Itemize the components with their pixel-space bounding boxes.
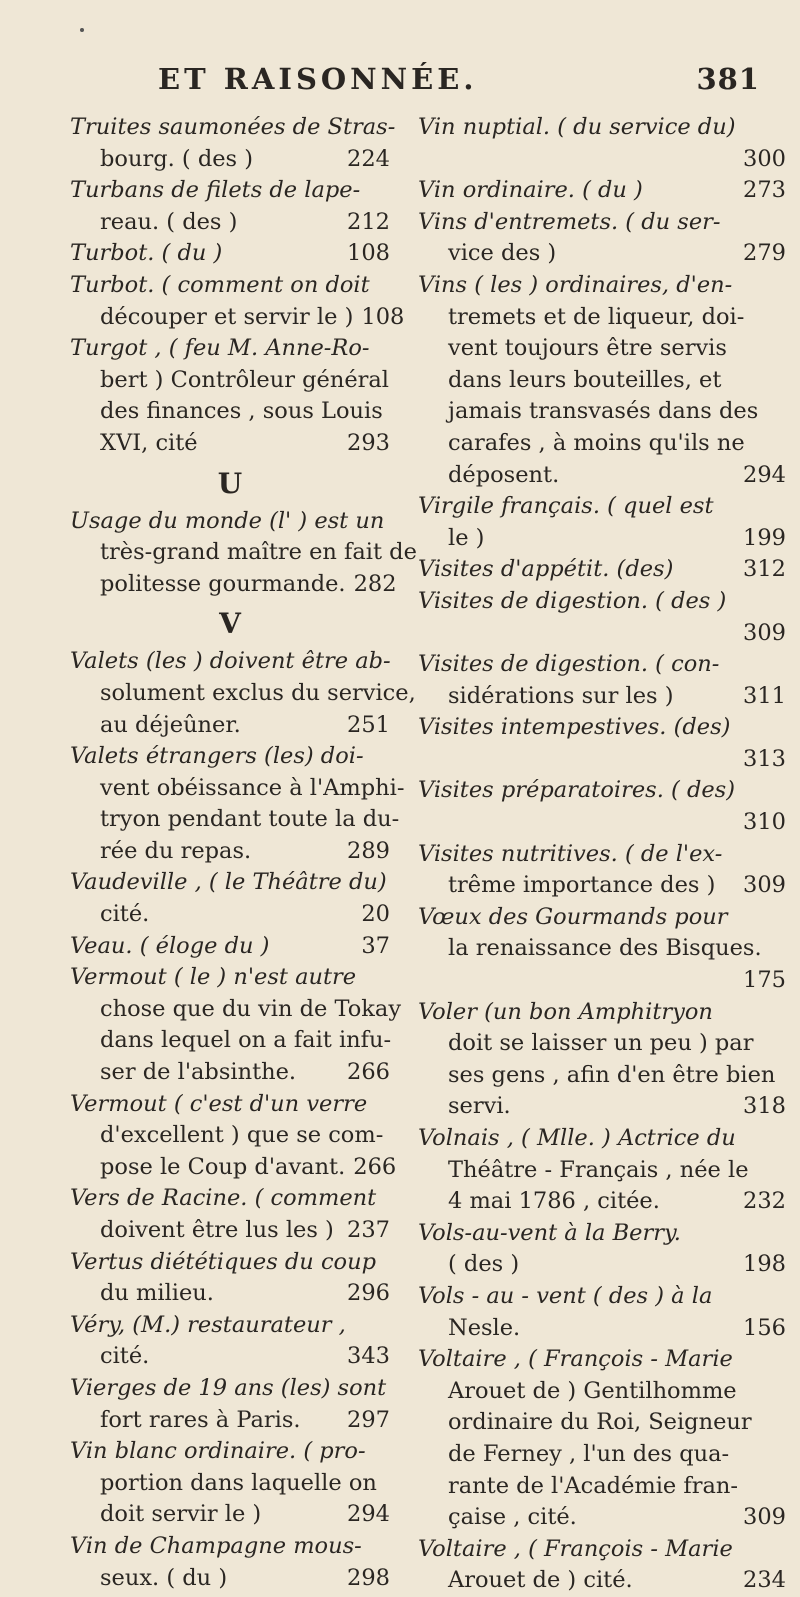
entry-text: servi. bbox=[448, 1093, 511, 1120]
page-reference: 108 bbox=[361, 303, 405, 330]
entry-heading: Turbans de filets de lape- bbox=[70, 177, 361, 204]
entry-line bbox=[418, 839, 786, 871]
entry-text: d'excellent ) que se com- bbox=[100, 1122, 384, 1149]
entry-heading: Vin de Champagne mous- bbox=[70, 1532, 362, 1559]
entry-line bbox=[418, 1344, 786, 1376]
page-reference: 232 bbox=[743, 1188, 786, 1215]
page-reference: 37 bbox=[361, 932, 390, 959]
entry-line bbox=[70, 1215, 390, 1247]
index-entry bbox=[418, 712, 786, 775]
index-entry bbox=[418, 902, 786, 997]
entry-line bbox=[418, 807, 786, 839]
entry-line bbox=[70, 1531, 390, 1563]
page-reference: 108 bbox=[347, 240, 390, 267]
entry-line bbox=[418, 554, 786, 586]
entry-line bbox=[418, 870, 786, 902]
entry-heading: Virgile français. ( quel est bbox=[418, 493, 714, 520]
index-column-left bbox=[70, 112, 417, 1594]
entry-line bbox=[418, 1091, 786, 1123]
index-entry bbox=[70, 270, 405, 333]
section-letter: V bbox=[219, 607, 241, 641]
entry-text: çaise , cité. bbox=[448, 1504, 577, 1531]
entry-line bbox=[70, 741, 390, 773]
entry-line bbox=[70, 238, 390, 270]
entry-text: portion dans laquelle on bbox=[100, 1469, 377, 1496]
entry-heading: Turgot , ( feu M. Anne-Ro- bbox=[70, 335, 370, 362]
entry-line bbox=[418, 902, 786, 934]
entry-text: cité. bbox=[100, 1343, 150, 1370]
entry-line bbox=[418, 428, 786, 460]
entry-line bbox=[70, 1468, 390, 1500]
entry-line bbox=[70, 569, 397, 601]
index-column-right bbox=[418, 112, 786, 1597]
entry-text: chose que du vin de Tokay bbox=[100, 995, 402, 1022]
page-reference: 294 bbox=[347, 1501, 390, 1528]
entry-text: très-grand maître en fait de bbox=[100, 539, 417, 566]
entry-text: bert ) Contrôleur général bbox=[100, 366, 389, 393]
entry-line bbox=[70, 962, 390, 994]
entry-line bbox=[70, 1247, 390, 1279]
entry-heading: Visites nutritives. ( de l'ex- bbox=[418, 840, 723, 867]
entry-line bbox=[70, 1341, 390, 1373]
entry-line bbox=[70, 1183, 390, 1215]
entry-heading: Vœux des Gourmands pour bbox=[418, 903, 728, 930]
entry-text: le ) bbox=[448, 524, 485, 551]
entry-text: politesse gourmande. bbox=[100, 570, 346, 597]
page-reference: 273 bbox=[743, 177, 786, 204]
entry-line bbox=[70, 836, 390, 868]
entry-line bbox=[418, 775, 786, 807]
entry-text: doit se laisser un peu ) par bbox=[448, 1030, 754, 1057]
entry-text: ser de l'absinthe. bbox=[100, 1059, 297, 1086]
index-entry bbox=[70, 741, 405, 867]
entry-line bbox=[70, 1057, 390, 1089]
page-reference: 266 bbox=[353, 1153, 397, 1180]
page-reference: 279 bbox=[743, 240, 786, 267]
index-entry bbox=[418, 175, 786, 207]
entry-line bbox=[70, 365, 390, 397]
entry-line bbox=[418, 175, 786, 207]
index-entry bbox=[418, 1123, 786, 1218]
entry-line bbox=[418, 712, 786, 744]
entry-text: bourg. ( des ) bbox=[100, 145, 254, 172]
entry-heading: Véry, (M.) restaurateur , bbox=[70, 1311, 346, 1338]
index-entry bbox=[418, 997, 786, 1123]
entry-line bbox=[418, 681, 786, 713]
entry-line bbox=[418, 1218, 786, 1250]
entry-text: sidérations sur les ) bbox=[448, 682, 674, 709]
entry-line bbox=[70, 1310, 390, 1342]
page-reference: 175 bbox=[743, 967, 786, 994]
entry-text: vent obéissance à l'Amphi- bbox=[100, 774, 405, 801]
entry-line bbox=[70, 396, 390, 428]
entry-text: solument exclus du service, bbox=[100, 679, 416, 706]
entry-line bbox=[418, 933, 786, 965]
entry-line bbox=[70, 899, 390, 931]
entry-heading: Veau. ( éloge du ) bbox=[70, 932, 270, 959]
entry-text: ordinaire du Roi, Seigneur bbox=[448, 1409, 752, 1436]
entry-text: seux. ( du ) bbox=[100, 1564, 228, 1591]
entry-line bbox=[418, 144, 786, 176]
index-entry bbox=[418, 1534, 786, 1597]
page-reference: 343 bbox=[347, 1343, 390, 1370]
entry-line bbox=[70, 1025, 390, 1057]
entry-line bbox=[70, 1563, 390, 1595]
entry-heading: Volnais , ( Mlle. ) Actrice du bbox=[418, 1125, 736, 1151]
entry-text: de Ferney , l'un des qua- bbox=[448, 1440, 730, 1467]
entry-heading: Vols-au-vent à la Berry. bbox=[418, 1219, 681, 1246]
entry-heading: Usage du monde (l' ) est un bbox=[70, 507, 385, 534]
entry-line bbox=[418, 1313, 786, 1345]
entry-text: dans lequel on a fait infu- bbox=[100, 1027, 392, 1054]
page-reference: 199 bbox=[743, 524, 786, 551]
page-reference: 198 bbox=[743, 1251, 786, 1278]
entry-line bbox=[418, 618, 786, 650]
index-entry bbox=[418, 586, 786, 649]
entry-line bbox=[418, 997, 786, 1029]
entry-heading: Visites d'appétit. (des) bbox=[418, 556, 674, 583]
entry-line bbox=[418, 1407, 786, 1439]
entry-text: ses gens , afin d'en être bien bbox=[448, 1061, 776, 1088]
entry-line bbox=[418, 1281, 786, 1313]
entry-line bbox=[70, 646, 390, 678]
entry-heading: Valets étrangers (les) doi- bbox=[70, 743, 364, 770]
entry-heading: Visites préparatoires. ( des) bbox=[418, 777, 735, 804]
page-reference: 289 bbox=[347, 837, 390, 864]
page-reference: 310 bbox=[743, 809, 786, 836]
entry-line bbox=[418, 1060, 786, 1092]
entry-heading: Vins d'entremets. ( du ser- bbox=[418, 208, 721, 235]
entry-text: rante de l'Académie fran- bbox=[448, 1472, 738, 1499]
entry-line bbox=[418, 396, 786, 428]
entry-heading: Valets (les ) doivent être ab- bbox=[70, 648, 391, 675]
entry-line bbox=[70, 144, 390, 176]
index-entry bbox=[70, 506, 417, 601]
entry-line bbox=[70, 175, 390, 207]
entry-line bbox=[418, 1155, 786, 1187]
entry-line bbox=[418, 270, 786, 302]
entry-heading: Vierges de 19 ans (les) sont bbox=[70, 1374, 387, 1401]
page-reference: 311 bbox=[743, 682, 786, 709]
entry-line bbox=[70, 1152, 397, 1184]
page-reference: 298 bbox=[347, 1564, 390, 1591]
index-entry bbox=[418, 775, 786, 838]
entry-text: XVI, cité bbox=[100, 429, 198, 456]
entry-text: doit servir le ) bbox=[100, 1501, 262, 1528]
entry-line bbox=[418, 1028, 786, 1060]
entry-line bbox=[70, 207, 390, 239]
entry-text: fort rares à Paris. bbox=[100, 1406, 301, 1433]
entry-line bbox=[70, 1373, 390, 1405]
entry-line bbox=[70, 994, 402, 1026]
entry-text: vent toujours être servis bbox=[448, 335, 727, 362]
entry-heading: Visites intempestives. (des) bbox=[418, 714, 731, 741]
entry-line bbox=[418, 1123, 786, 1155]
entry-line bbox=[418, 1565, 786, 1597]
entry-line bbox=[70, 112, 396, 144]
entry-text: doivent être lus les ) bbox=[100, 1217, 334, 1243]
index-entry bbox=[70, 1531, 390, 1594]
entry-text: déposent. bbox=[448, 461, 560, 488]
entry-line bbox=[418, 1502, 786, 1534]
entry-line bbox=[70, 710, 390, 742]
index-entry bbox=[418, 491, 786, 554]
entry-line bbox=[418, 1534, 786, 1566]
entry-heading: Turbot. ( du ) bbox=[70, 240, 223, 267]
entry-line bbox=[70, 302, 405, 334]
page-reference: 234 bbox=[743, 1567, 786, 1594]
page-reference: 296 bbox=[347, 1280, 390, 1307]
entry-line bbox=[418, 586, 786, 618]
index-entry bbox=[418, 649, 786, 712]
entry-line bbox=[418, 649, 786, 681]
page-reference: 224 bbox=[347, 145, 390, 172]
page-reference: 294 bbox=[743, 461, 786, 488]
page-reference: 156 bbox=[743, 1314, 786, 1341]
page-reference: 300 bbox=[743, 145, 786, 172]
entry-text: Arouet de ) Gentilhomme bbox=[448, 1377, 737, 1404]
entry-line bbox=[418, 1376, 786, 1408]
entry-heading: Visites de digestion. ( con- bbox=[418, 651, 720, 678]
entry-line bbox=[418, 333, 786, 365]
entry-text: dans leurs bouteilles, et bbox=[448, 366, 722, 393]
index-entry bbox=[70, 1373, 390, 1436]
index-entry bbox=[70, 867, 390, 930]
index-entry bbox=[70, 175, 390, 238]
entry-line bbox=[418, 302, 786, 334]
entry-text: tremets et de liqueur, doi- bbox=[448, 303, 745, 330]
entry-text: reau. ( des ) bbox=[100, 208, 238, 235]
index-entry bbox=[70, 646, 416, 741]
page-reference: 313 bbox=[743, 745, 786, 772]
entry-line bbox=[70, 931, 390, 963]
entry-line bbox=[70, 1089, 390, 1121]
index-entry bbox=[418, 554, 786, 586]
page-reference: 312 bbox=[743, 556, 786, 583]
entry-text: 4 mai 1786 , citée. bbox=[448, 1188, 660, 1215]
entry-line bbox=[70, 428, 390, 460]
index-entry bbox=[70, 112, 396, 175]
entry-heading: Voler (un bon Amphitryon bbox=[418, 998, 713, 1025]
entry-heading: Voltaire , ( François - Marie bbox=[418, 1535, 733, 1562]
entry-heading: Visites de digestion. ( des ) bbox=[418, 587, 727, 614]
entry-line bbox=[70, 1405, 390, 1437]
page-reference: 237 bbox=[347, 1217, 390, 1243]
index-entry bbox=[418, 270, 786, 491]
entry-line bbox=[418, 491, 786, 523]
running-header bbox=[120, 62, 760, 102]
entry-heading: Vols - au - vent ( des ) à la bbox=[418, 1282, 713, 1309]
entry-heading: Vers de Racine. ( comment bbox=[70, 1185, 377, 1212]
index-entry bbox=[418, 839, 786, 902]
entry-text: carafes , à moins qu'ils ne bbox=[448, 429, 745, 456]
entry-line bbox=[70, 506, 390, 538]
entry-heading: Turbot. ( comment on doit bbox=[70, 271, 370, 298]
entry-text: vice des ) bbox=[448, 240, 557, 267]
page-reference: 318 bbox=[743, 1093, 786, 1120]
entry-line bbox=[418, 238, 786, 270]
ink-speck bbox=[80, 28, 84, 32]
page-reference: 20 bbox=[361, 901, 390, 928]
entry-heading: Truites saumonées de Stras- bbox=[70, 114, 396, 140]
entry-line bbox=[70, 1120, 390, 1152]
entry-line bbox=[70, 867, 390, 899]
entry-heading: Vins ( les ) ordinaires, d'en- bbox=[418, 271, 733, 298]
entry-heading: Vin blanc ordinaire. ( pro- bbox=[70, 1438, 366, 1465]
entry-line bbox=[418, 523, 786, 555]
index-entry bbox=[70, 238, 390, 270]
entry-text: trême importance des ) bbox=[448, 872, 716, 899]
index-entry bbox=[70, 1089, 397, 1184]
entry-text: tryon pendant toute la du- bbox=[100, 806, 400, 833]
index-entry bbox=[70, 333, 390, 459]
entry-heading: Vaudeville , ( le Théâtre du) bbox=[70, 869, 387, 896]
index-entry bbox=[418, 1344, 786, 1534]
page-reference: 309 bbox=[743, 619, 786, 646]
entry-line bbox=[418, 744, 786, 776]
index-entry bbox=[70, 1436, 390, 1531]
entry-line bbox=[70, 333, 390, 365]
entry-line bbox=[418, 965, 786, 997]
entry-line bbox=[418, 1186, 786, 1218]
page-reference: 309 bbox=[743, 872, 786, 899]
entry-line bbox=[70, 1278, 390, 1310]
page-reference: 293 bbox=[347, 429, 390, 456]
entry-heading: Vin nuptial. ( du service du) bbox=[418, 114, 736, 140]
entry-line bbox=[418, 1439, 786, 1471]
entry-line bbox=[70, 1436, 390, 1468]
entry-text: Nesle. bbox=[448, 1314, 521, 1341]
entry-text: Théâtre - Français , née le bbox=[448, 1156, 749, 1183]
page-reference: 282 bbox=[353, 570, 397, 597]
entry-text: rée du repas. bbox=[100, 837, 252, 864]
entry-text: ( des ) bbox=[448, 1251, 520, 1278]
entry-line bbox=[418, 1249, 786, 1281]
entry-line bbox=[418, 207, 786, 239]
index-entry bbox=[70, 962, 402, 1088]
entry-text: Arouet de ) cité. bbox=[448, 1567, 633, 1594]
entry-line bbox=[70, 773, 405, 805]
index-entry bbox=[70, 1247, 390, 1310]
index-entry bbox=[418, 1281, 786, 1344]
entry-text: découper et servir le ) bbox=[100, 303, 354, 330]
entry-text: du milieu. bbox=[100, 1280, 214, 1307]
entry-line bbox=[70, 804, 400, 836]
entry-text: au déjeûner. bbox=[100, 711, 241, 738]
page-reference: 266 bbox=[347, 1059, 390, 1086]
index-entry bbox=[418, 112, 786, 175]
index-entry bbox=[418, 1218, 786, 1281]
entry-line bbox=[70, 1499, 390, 1531]
entry-line bbox=[70, 270, 390, 302]
page-reference: 251 bbox=[347, 711, 390, 738]
entry-heading: Vertus diététiques du coup bbox=[70, 1248, 376, 1275]
index-entry bbox=[70, 1183, 390, 1246]
entry-heading: Voltaire , ( François - Marie bbox=[418, 1346, 733, 1373]
entry-text: des finances , sous Louis bbox=[100, 398, 383, 425]
entry-text: la renaissance des Bisques. bbox=[448, 935, 762, 962]
index-entry bbox=[418, 207, 786, 270]
running-title: ET RAISONNÉE. bbox=[158, 62, 478, 96]
entry-line bbox=[418, 112, 786, 144]
entry-heading: Vermout ( c'est d'un verre bbox=[70, 1090, 368, 1117]
entry-heading: Vermout ( le ) n'est autre bbox=[70, 964, 357, 991]
entry-line bbox=[418, 1471, 786, 1503]
page-number: 381 bbox=[696, 62, 760, 96]
page-reference: 309 bbox=[743, 1504, 786, 1531]
entry-text: pose le Coup d'avant. bbox=[100, 1153, 346, 1180]
section-letter: U bbox=[217, 466, 243, 500]
entry-line bbox=[418, 365, 786, 397]
index-entry bbox=[70, 931, 390, 963]
page-reference: 212 bbox=[347, 208, 390, 235]
index-entry bbox=[70, 1310, 390, 1373]
entry-line bbox=[418, 460, 786, 492]
entry-line bbox=[70, 537, 417, 569]
entry-line bbox=[70, 678, 416, 710]
page-reference: 297 bbox=[347, 1406, 390, 1433]
entry-text: cité. bbox=[100, 901, 150, 928]
entry-heading: Vin ordinaire. ( du ) bbox=[418, 177, 643, 204]
entry-text: jamais transvasés dans des bbox=[448, 398, 759, 425]
